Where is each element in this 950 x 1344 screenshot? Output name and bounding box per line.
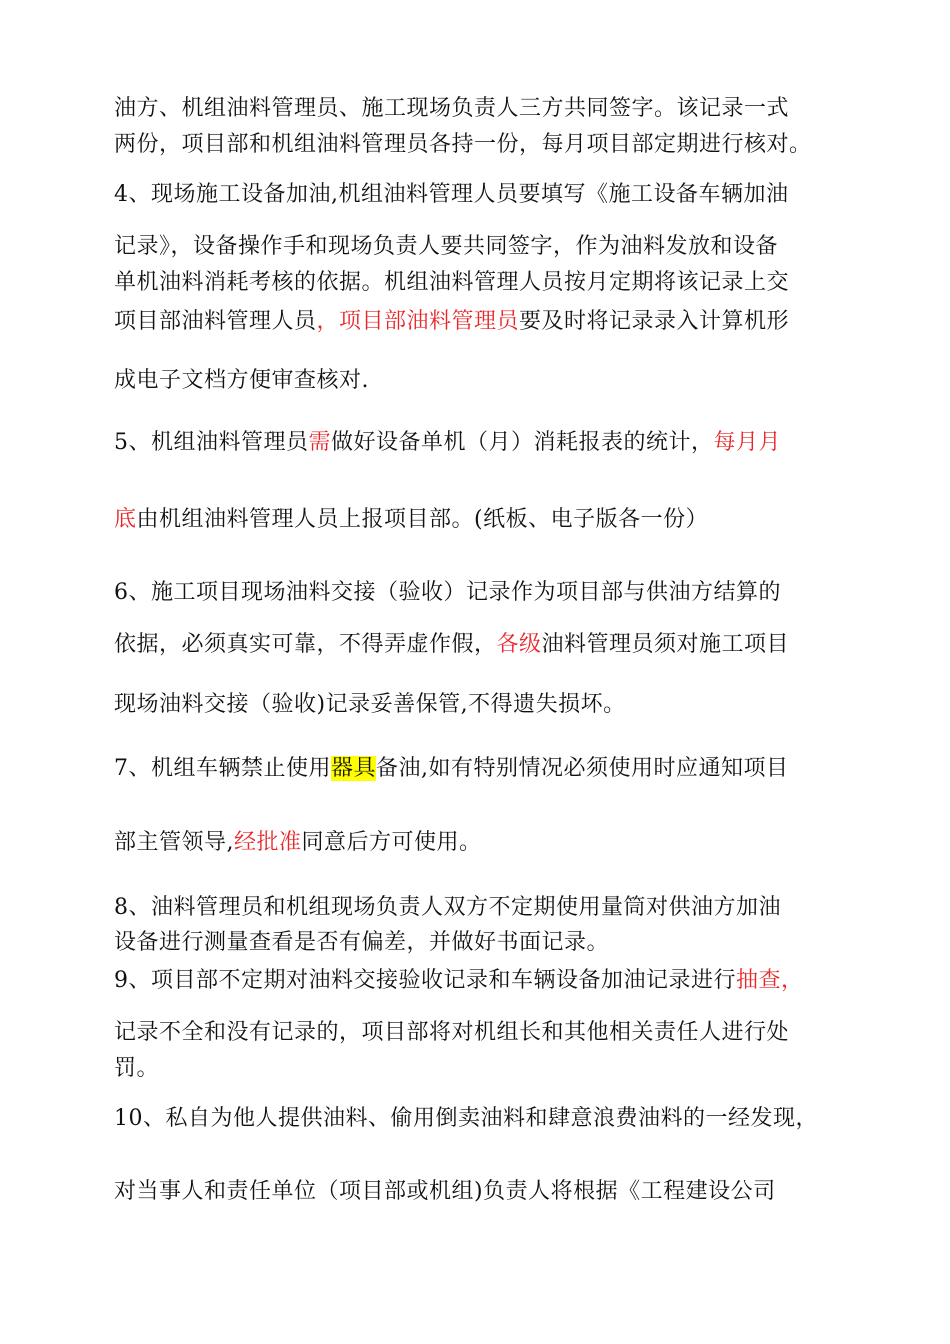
text-line (114, 966, 804, 996)
text-line (114, 828, 482, 858)
text-line (114, 893, 781, 923)
text-line (114, 366, 369, 396)
text-segment: 9、项目部不定期对油料交接验收记录和车辆设备加油记录进行 (114, 968, 736, 993)
text-segment: 10、私自为他人提供油料、偷用倒卖油料和肆意浪费油料的一经发现， (114, 1106, 818, 1131)
text-line (114, 180, 789, 210)
text-line (114, 130, 812, 160)
text-segment: 记录不全和没有记录的，项目部将对机组长和其他相关责任人进行处 (114, 1020, 790, 1045)
text-segment: 设备进行测量查看是否有偏差，并做好书面记录。 (114, 930, 610, 955)
red-text-segment: 需 (308, 430, 332, 455)
text-segment: 5、机组油料管理员 (114, 430, 309, 455)
text-segment: 记录》，设备操作手和现场负责人要共同签字，作为油料发放和设备 (114, 234, 779, 259)
text-line (114, 94, 789, 124)
highlighted-text-segment: 器具 (331, 756, 377, 781)
text-segment: 单机油料消耗考核的依据。机组油料管理人员按月定期将该记录上交 (114, 270, 790, 295)
text-segment: 6、施工项目现场油料交接（验收）记录作为项目部与供油方结算的 (114, 580, 781, 605)
text-line (114, 754, 789, 784)
text-segment: 部主管领导, (114, 830, 234, 855)
red-text-segment: ，项目部油料管理员 (316, 309, 520, 334)
text-segment: 做好设备单机（月）消耗报表的统计， (331, 430, 714, 455)
text-line (114, 428, 781, 458)
red-text-segment: 每月月 (713, 430, 782, 455)
text-segment: 现场油料交接（验收)记录妥善保管,不得遗失损坏。 (114, 692, 626, 717)
text-line (114, 578, 781, 608)
text-segment: 油方、机组油料管理员、施工现场负责人三方共同签字。该记录一式 (114, 96, 790, 121)
red-text-segment: 抽查， (736, 968, 804, 993)
red-text-segment: 经批准 (234, 830, 302, 855)
text-line (114, 630, 789, 660)
red-text-segment: 各级 (496, 632, 542, 657)
text-line (114, 928, 609, 958)
text-segment: 8、油料管理员和机组现场负责人双方不定期使用量筒对供油方加油 (114, 895, 781, 920)
text-line (114, 268, 789, 298)
text-line (114, 1177, 776, 1207)
text-line (114, 307, 789, 337)
text-segment: 依据，必须真实可靠，不得弄虚作假， (114, 632, 497, 657)
text-segment: 项目部油料管理人员 (114, 309, 317, 334)
text-segment: 油料管理员须对施工项目 (541, 632, 790, 657)
text-line (114, 232, 778, 262)
text-line (114, 1054, 159, 1084)
text-segment: 同意后方可使用。 (301, 830, 482, 855)
text-line (114, 690, 626, 720)
text-segment: 备油,如有特别情况必须使用时应通知项目 (376, 756, 789, 781)
text-segment: 4、现场施工设备加油,机组油料管理人员要填写《施工设备车辆加油 (114, 182, 789, 207)
text-segment: 7、机组车辆禁止使用 (114, 756, 331, 781)
text-line (114, 1104, 818, 1134)
text-segment: 罚。 (114, 1056, 160, 1081)
text-segment: 两份，项目部和机组油料管理员各持一份，每月项目部定期进行核对。 (114, 132, 812, 157)
red-text-segment: 底 (114, 507, 137, 532)
text-line (114, 505, 708, 535)
text-segment: 对当事人和责任单位（项目部或机组)负责人将根据《工程建设公司 (114, 1179, 776, 1204)
text-segment: 要及时将记录录入计算机形 (519, 309, 790, 334)
text-segment: 成电子文档方便审查核对. (114, 368, 369, 393)
text-segment: 由机组油料管理人员上报项目部。(纸板、电子版各一份） (136, 507, 709, 532)
text-line (114, 1018, 789, 1048)
